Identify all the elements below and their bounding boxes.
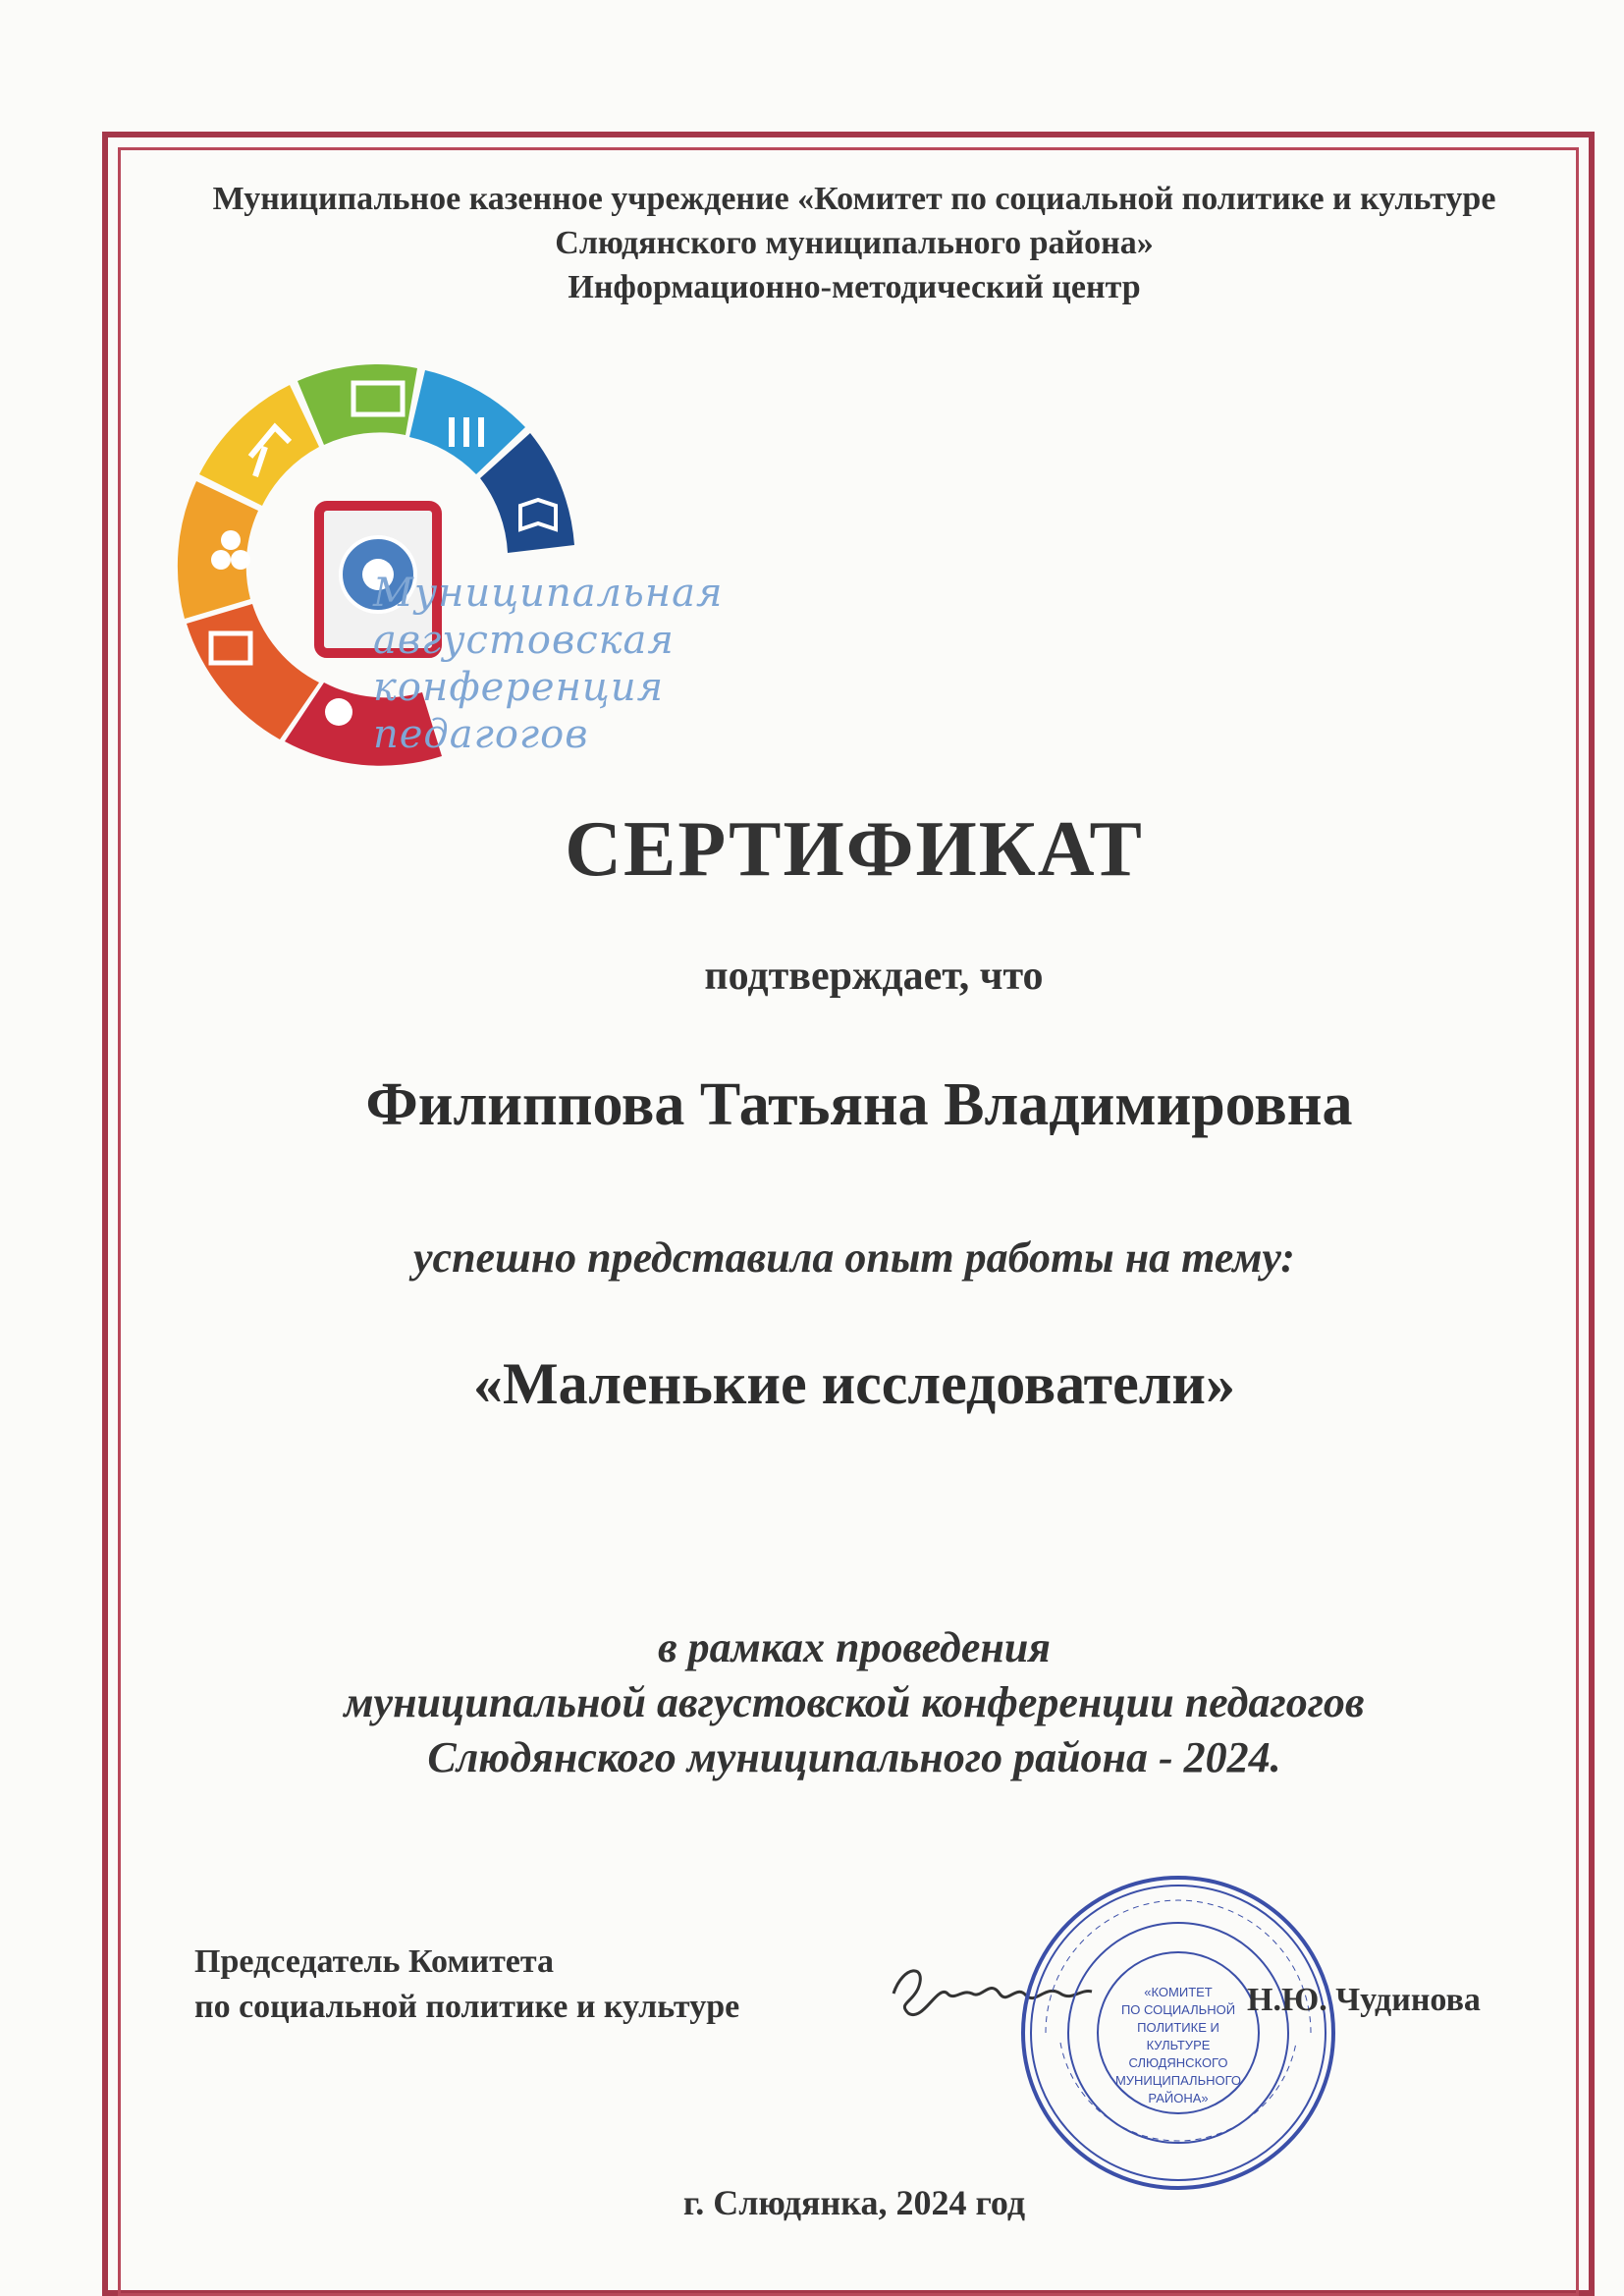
stamp-line: ПО СОЦИАЛЬНОЙ xyxy=(1120,2002,1236,2017)
certificate-title: СЕРТИФИКАТ xyxy=(565,806,1144,893)
stamp-line: МУНИЦИПАЛЬНОГО xyxy=(1114,2073,1242,2088)
stamp-line: «КОМИТЕТ xyxy=(1144,1985,1213,1999)
logo-segment-green xyxy=(298,364,417,445)
stamp-line: СЛЮДЯНСКОГО xyxy=(1128,2055,1228,2070)
context-line: Слюдянского муниципального района - 2024. xyxy=(427,1733,1281,1781)
logo-icon-person xyxy=(325,698,352,726)
logo-caption-line: августовская xyxy=(373,618,675,663)
logo-caption xyxy=(373,570,724,758)
logo-segment-orange xyxy=(187,604,319,739)
position-line: по социальной политике и культуре xyxy=(194,1989,740,2025)
stamp-text xyxy=(1105,1984,1252,2107)
context-line: муниципальной августовской конференции педагогов xyxy=(344,1678,1365,1726)
logo-segment-amber xyxy=(178,481,258,619)
header-line-1: Муниципальное казенное учреждение «Комитет по социальной политике и культуре xyxy=(212,181,1496,217)
signatory-name: Н.Ю. Чудинова xyxy=(1247,1982,1481,2018)
logo-caption-line: конференция xyxy=(373,665,665,710)
stamp-line: ПОЛИТИКЕ И КУЛЬТУРЕ xyxy=(1137,2020,1219,2052)
header-line-2: Слюдянского муниципального района» xyxy=(555,225,1154,261)
signatory-position xyxy=(194,1940,739,2030)
recipient-name: Филиппова Татьяна Владимировна xyxy=(365,1071,1353,1138)
position-line: Председатель Комитета xyxy=(194,1943,554,1980)
stamp-line: РАЙОНА» xyxy=(1148,2091,1209,2105)
organization-header xyxy=(128,177,1581,309)
logo-caption-line: педагогов xyxy=(373,712,589,757)
context-line: в рамках проведения xyxy=(658,1623,1051,1671)
logo-icon-group xyxy=(211,550,231,570)
header-line-3: Информационно-методический центр xyxy=(568,269,1141,305)
presented-text: успешно представила опыт работы на тему: xyxy=(413,1233,1295,1282)
confirm-text: подтверждает, что xyxy=(704,954,1044,999)
place-and-year: г. Слюдянка, 2024 год xyxy=(682,2183,1026,2222)
event-context xyxy=(128,1620,1581,1785)
logo-caption-line: Муниципальная xyxy=(373,571,724,616)
topic-title: «Маленькие исследователи» xyxy=(473,1351,1235,1416)
